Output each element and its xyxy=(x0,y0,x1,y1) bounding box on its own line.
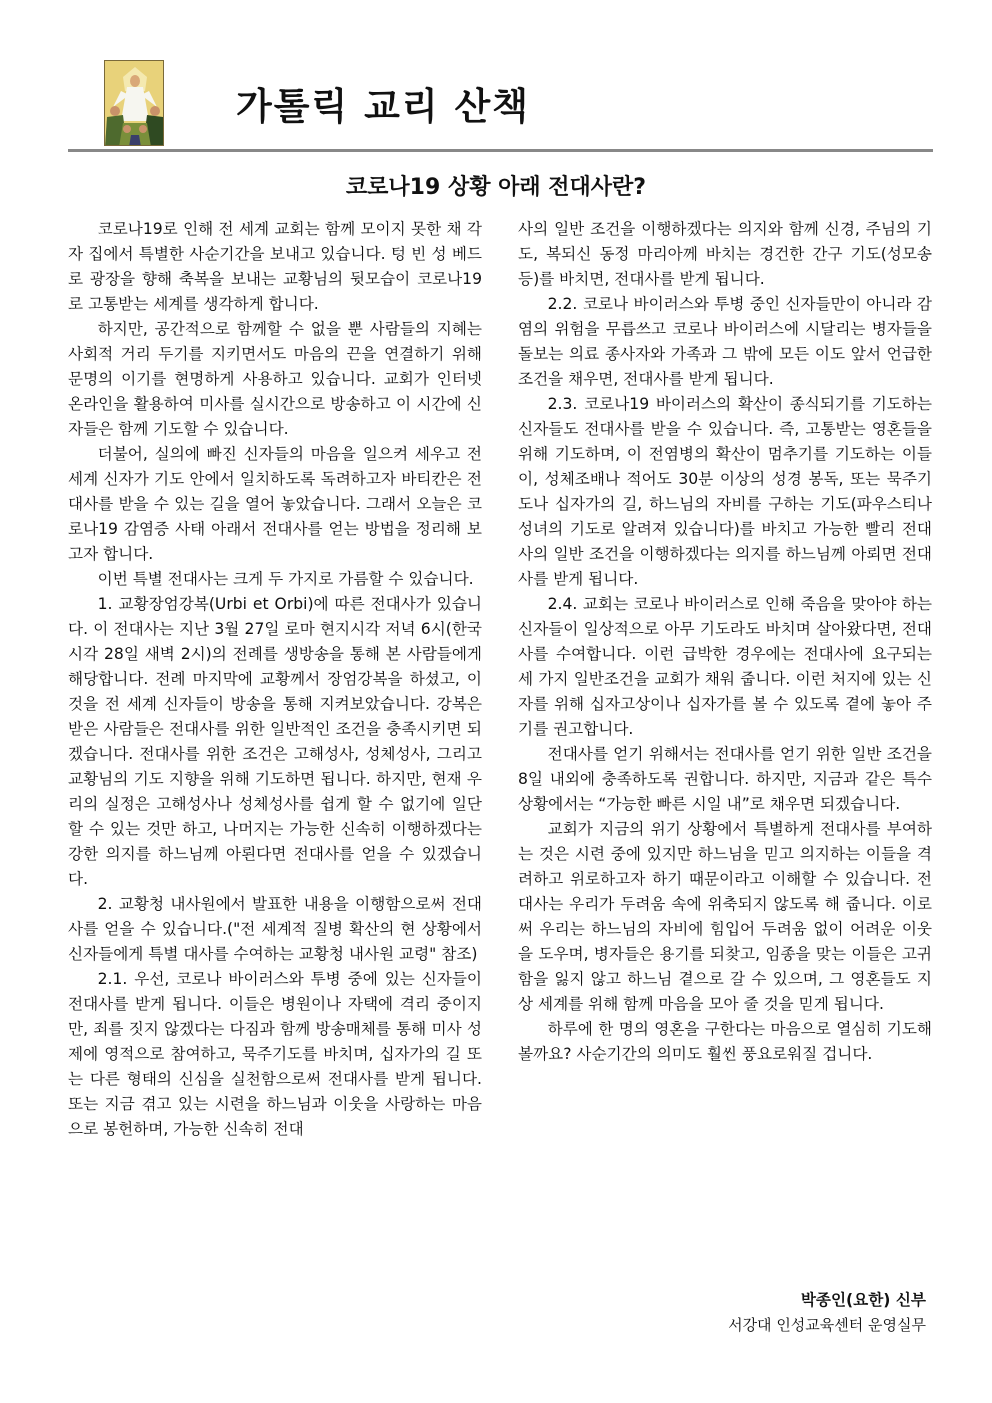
paragraph: 코로나19로 인해 전 세계 교회는 함께 모이지 못한 채 각자 집에서 특별한 사순기간을 보내고 있습니다. 텅 빈 성 베드로 광장을 향해 축복을 보내는 교황님의 뒷모습이 코로나19로 고통받는 세계를 생각하게 합니다. xyxy=(68,220,482,313)
paragraph: 2.4. 교회는 코로나 바이러스로 인해 죽음을 맞아야 하는 신자들이 일상적으로 아무 기도라도 바치며 살아왔다면, 전대사를 수여합니다. 이런 급박한 경우에는 전대사에 요구되는 세 가지 일반조건을 교회가 채워 줍니다. 이런 처지에 있는 신자를 위해 십자고상이나 십자가를 볼 수 있도록 곁에 놓아 주기를 권고합니다. xyxy=(518,595,932,738)
article-column-left xyxy=(68,217,482,1142)
series-title: 가톨릭 교리 산책 xyxy=(236,85,530,128)
author-name: 박종인(요한) 신부 xyxy=(800,1291,926,1309)
page-header xyxy=(104,60,934,148)
article-title: 코로나19 상황 아래 전대사란? xyxy=(345,175,647,200)
paragraph-continuation: 사의 일반 조건을 이행하겠다는 의지와 함께 신경, 주님의 기도, 복되신 동정 마리아께 바치는 경건한 간구 기도(성모송 등)를 바치면, 전대사를 받게 됩니다. xyxy=(518,220,932,288)
jesus-disciples-logo-icon xyxy=(104,60,164,146)
paragraph: 더불어, 실의에 빠진 신자들의 마음을 일으켜 세우고 전 세계 신자가 기도 안에서 일치하도록 독려하고자 바티칸은 전대사를 받을 수 있는 길을 열어 놓았습니다. 그래서 오늘은 코로나19 감염증 사태 아래서 전대사를 얻는 방법을 정리해 보고자 합니다. xyxy=(68,445,482,563)
paragraph: 하지만, 공간적으로 함께할 수 없을 뿐 사람들의 지혜는 사회적 거리 두기를 지키면서도 마음의 끈을 연결하기 위해 문명의 이기를 현명하게 사용하고 있습니다. 교회가 인터넷 온라인을 활용하여 미사를 실시간으로 방송하고 이 시간에 신자들은 함께 기도할 수 있습니다. xyxy=(68,320,482,438)
header-divider xyxy=(68,149,933,152)
paragraph: 2.2. 코로나 바이러스와 투병 중인 신자들만이 아니라 감염의 위험을 무릅쓰고 코로나 바이러스에 시달리는 병자들을 돌보는 의료 종사자와 가족과 그 밖에 모든 이도 앞서 언급한 조건을 채우면, 전대사를 받게 됩니다. xyxy=(518,295,932,388)
paragraph: 1. 교황장엄강복(Urbi et Orbi)에 따른 전대사가 있습니다. 이 전대사는 지난 3월 27일 로마 현지시각 저녁 6시(한국시각 28일 새벽 2시)의 전례를 생방송을 통해 본 사람들에게 해당합니다. 전례 마지막에 교황께서 장엄강복을 하셨고, 이것을 전 세계 신자들이 방송을 통해 지켜보았습니다. 강복은 받은 사람들은 전대사를 위한 일반적인 조건을 충족시키면 되겠습니다. 전대사를 위한 조건은 고해성사, 성체성사, 그리고 교황님의 기도 지향을 위해 기도하면 됩니다. 하지만, 현재 우리의 실정은 고해성사나 성체성사를 쉽게 할 수 없기에 일단 할 수 있는 것만 하고, 나머지는 가능한 신속히 이행하겠다는 강한 의지를 하느님께 아뢴다면 전대사를 얻을 수 있겠습니다. xyxy=(68,595,482,888)
author-signature xyxy=(728,1288,926,1338)
paragraph: 2.1. 우선, 코로나 바이러스와 투병 중에 있는 신자들이 전대사를 받게 됩니다. 이들은 병원이나 자택에 격리 중이지만, 죄를 짓지 않겠다는 다짐과 함께 방송매체를 통해 미사 성제에 영적으로 참여하고, 묵주기도를 바치며, 십자가의 길 또는 다른 형태의 신심을 실천함으로써 전대사를 받게 됩니다. 또는 지금 겪고 있는 시련을 하느님과 이웃을 사랑하는 마음으로 봉헌하며, 가능한 신속히 전대 xyxy=(68,970,482,1138)
article-column-right xyxy=(518,217,932,1067)
paragraph: 이번 특별 전대사는 크게 두 가지로 가름할 수 있습니다. xyxy=(97,570,474,588)
paragraph: 하루에 한 명의 영혼을 구한다는 마음으로 열심히 기도해 볼까요? 사순기간의 의미도 훨씬 풍요로워질 겁니다. xyxy=(518,1020,932,1063)
paragraph: 2.3. 코로나19 바이러스의 확산이 종식되기를 기도하는 신자들도 전대사를 받을 수 있습니다. 즉, 고통받는 영혼들을 위해 기도하며, 이 전염병의 확산이 멈추기를 기도하는 이들이, 성체조배나 적어도 30분 이상의 성경 봉독, 또는 묵주기도나 십자가의 길, 하느님의 자비를 구하는 기도(파우스티나 성녀의 기도로 알려져 있습니다)를 바치고 가능한 빨리 전대사의 일반 조건을 이행하겠다는 의지를 하느님께 아뢰면 전대사를 받게 됩니다. xyxy=(518,395,932,588)
paragraph: 교회가 지금의 위기 상황에서 특별하게 전대사를 부여하는 것은 시련 중에 있지만 하느님을 믿고 의지하는 이들을 격려하고 위로하고자 하기 때문이라고 이해할 수 있습니다. 전대사는 우리가 두려움 속에 위축되지 않도록 해 줍니다. 이로써 우리는 하느님의 자비에 힘입어 두려움 없이 어려운 이웃을 도우며, 병자들은 용기를 되찾고, 임종을 맞는 이들은 고귀함을 잃지 않고 하느님 곁으로 갈 수 있으며, 그 영혼들도 지상 세계를 위해 함께 마음을 모아 줄 것을 믿게 됩니다. xyxy=(518,820,932,1013)
paragraph: 전대사를 얻기 위해서는 전대사를 얻기 위한 일반 조건을 8일 내외에 충족하도록 권합니다. 하지만, 지금과 같은 특수 상황에서는 “가능한 빠른 시일 내”로 채우면 되겠습니다. xyxy=(518,745,932,813)
author-affiliation: 서강대 인성교육센터 운영실무 xyxy=(728,1316,926,1334)
paragraph: 2. 교황청 내사원에서 발표한 내용을 이행함으로써 전대사를 얻을 수 있습니다.("전 세계적 질병 확산의 현 상황에서 신자들에게 특별 대사를 수여하는 교황청 내사원 교령" 참조) xyxy=(68,895,482,963)
